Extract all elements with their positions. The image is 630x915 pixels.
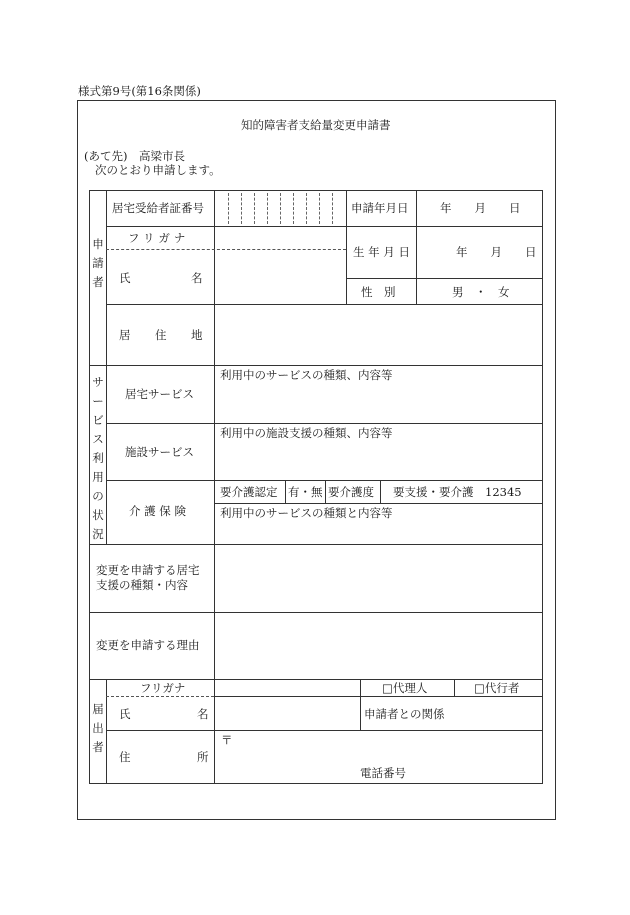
row-line-11: [89, 679, 543, 680]
care-split-3: [380, 480, 381, 503]
col-line-b: [214, 190, 215, 784]
home-service-label: 居宅サービス: [125, 387, 194, 401]
sex-value[interactable]: 男 ・ 女: [452, 285, 510, 299]
care-yes-no[interactable]: 有・無: [288, 485, 323, 499]
application-date-value[interactable]: 年 月 日: [440, 201, 521, 215]
row-line-8: [214, 503, 543, 504]
care-degree-value[interactable]: 要支援・要介護 12345: [393, 485, 522, 499]
col-line-c: [346, 190, 347, 304]
col-line-e: [106, 679, 107, 784]
row-line-3: [346, 278, 543, 279]
reporter-furigana-dash: [106, 696, 214, 697]
row-line-2: [106, 226, 346, 227]
phone-label: 電話番号: [360, 766, 406, 780]
row-line-10: [89, 612, 543, 613]
row-line-9: [89, 544, 543, 545]
col-line-d: [416, 190, 417, 304]
furigana-dash: [106, 249, 346, 250]
reporter-address-label-2: 所: [197, 750, 209, 764]
reporter-section-label: 届出者: [92, 702, 104, 754]
care-split-1: [285, 480, 286, 503]
col-line-a: [106, 190, 107, 544]
reporter-name-label-last: 名: [197, 707, 209, 721]
change-reason-label: 変更を申請する理由: [96, 638, 200, 652]
sex-label: 性 別: [361, 285, 396, 299]
row-line-12: [214, 696, 543, 697]
service-section-label: サービス利用の状況: [92, 375, 104, 541]
reporter-split-2: [454, 679, 455, 696]
relation-label: 申請者との関係: [364, 707, 445, 721]
facility-service-note: 利用中の施設支援の種類、内容等: [220, 426, 393, 440]
change-content-field[interactable]: [216, 546, 541, 610]
postal-mark: 〒: [221, 733, 233, 747]
agent-checkbox[interactable]: □代理人: [382, 681, 428, 695]
proxy-checkbox[interactable]: □代行者: [474, 681, 520, 695]
care-split-2: [325, 480, 326, 503]
applicant-section-label: 申請者: [92, 237, 104, 289]
cert-number-label: 居宅受給者証番号: [112, 201, 204, 215]
birth-date-label: 生 年 月 日: [353, 245, 410, 259]
birth-date-value[interactable]: 年 月 日: [456, 245, 537, 259]
address-label-1: 居: [119, 328, 131, 342]
row-line-13: [106, 730, 543, 731]
reporter-name-field[interactable]: [216, 698, 358, 728]
address-field[interactable]: [216, 306, 541, 363]
cert-number-field[interactable]: [216, 192, 344, 224]
address-label-3: 地: [191, 328, 203, 342]
facility-service-label: 施設サービス: [125, 445, 194, 459]
name-label-last: 名: [191, 271, 203, 285]
addressee: (あて先) 高梁市長: [84, 149, 185, 163]
reporter-address-field[interactable]: [216, 748, 356, 780]
form-title: 知的障害者支給量変更申請書: [241, 118, 391, 132]
address-label-2: 住: [155, 328, 167, 342]
row-line-4: [106, 304, 543, 305]
name-label-first: 氏: [119, 271, 131, 285]
care-insurance-label: 介 護 保 険: [129, 504, 186, 518]
application-date-label: 申請年月日: [351, 201, 409, 215]
change-reason-field[interactable]: [216, 614, 541, 677]
row-line-6: [106, 423, 543, 424]
care-cert-label: 要介護認定: [220, 485, 278, 499]
home-service-note: 利用中のサービスの種類、内容等: [220, 368, 393, 382]
change-content-label-1: 変更を申請する居宅: [96, 563, 200, 577]
reporter-name-label-first: 氏: [119, 707, 131, 721]
change-content-label-2: 支援の種類・内容: [96, 578, 188, 592]
care-degree-label: 要介護度: [328, 485, 374, 499]
request-line: 次のとおり申請します。: [95, 163, 221, 177]
reporter-split-1: [360, 679, 361, 730]
care-service-note: 利用中のサービスの種類と内容等: [220, 506, 393, 520]
furigana-label: フリガナ: [128, 231, 190, 245]
name-field[interactable]: [216, 251, 344, 302]
reporter-furigana-label: フリガナ: [140, 681, 186, 695]
row-line-1: [346, 226, 543, 227]
reporter-address-label-1: 住: [119, 750, 131, 764]
row-line-5: [89, 365, 543, 366]
form-number: 様式第9号(第16条関係): [78, 84, 201, 98]
